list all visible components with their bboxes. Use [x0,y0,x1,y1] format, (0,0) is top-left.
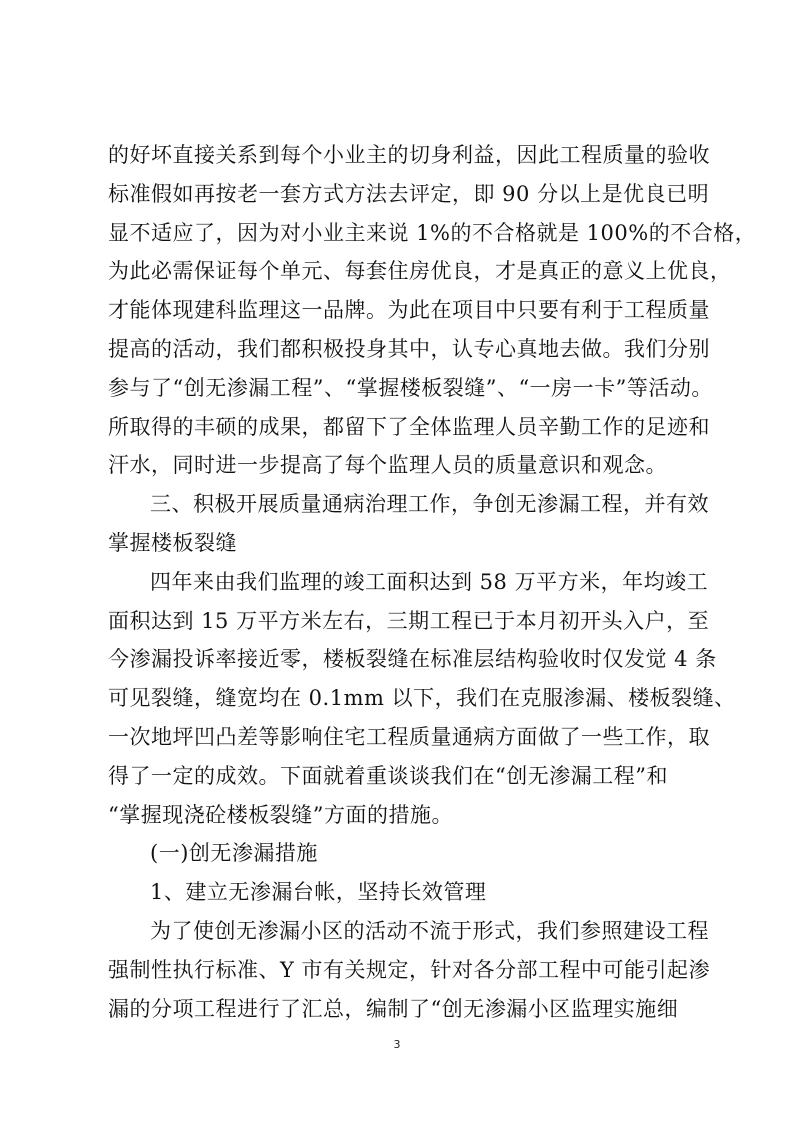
text-line: 的好坏直接关系到每个小业主的切身利益，因此工程质量的验收 [108,143,710,167]
body-text [108,136,757,1028]
section-heading-line: 三、积极开展质量通病治理工作，争创无渗漏工程，并有效 [150,492,709,517]
text-line: 可见裂缝，缝宽均在 0.1mm 以下，我们在克服渗漏、楼板裂缝、 [108,686,736,711]
text-line: 汗水，同时进一步提高了每个监理人员的质量意识和观念。 [108,453,667,478]
text-line: 漏的分项工程进行了汇总，编制了“创无渗漏小区监理实施细 [108,996,679,1021]
text-line: 为此必需保证每个单元、每套住房优良，才是真正的意义上优良， [108,259,732,284]
text-line: 得了一定的成效。下面就着重谈谈我们在“创无渗漏工程”和 [108,763,668,788]
text-line: 才能体现建科监理这一品牌。为此在项目中只要有利于工程质量 [108,298,710,323]
text-line: 今渗漏投诉率接近零，楼板裂缝在标准层结构验收时仅发觉 4 条 [108,647,717,672]
text-line: 四年来由我们监理的竣工面积达到 58 万平方米，年均竣工 [150,569,709,594]
text-line: 参与了“创无渗漏工程”、“掌握楼板裂缝”、“一房一卡”等活动。 [108,375,713,400]
text-line: 为了使创无渗漏小区的活动不流于形式，我们参照建设工程 [150,918,709,943]
subsection-heading: 1、建立无渗漏台帐，坚持长效管理 [150,880,487,905]
text-line: 提高的活动，我们都积极投身其中，认专心真地去做。我们分别 [108,336,710,361]
text-line: 面积达到 15 万平方米左右，三期工程已于本月初开头入户，至 [108,608,710,633]
section-heading-line: 掌握楼板裂缝 [108,530,237,555]
subsection-heading: (一)创无渗漏措施 [150,841,318,866]
text-line: 一次地坪凹凸差等影响住宅工程质量通病方面做了一些工作，取 [108,724,710,749]
page-number: 3 [393,1038,401,1051]
text-line: 显不适应了，因为对小业主来说 1%的不合格就是 100%的不合格， [108,220,757,245]
text-line: “掌握现浇砼楼板裂缝”方面的措施。 [108,802,453,827]
text-line: 标准假如再按老一套方式方法去评定，即 90 分以上是优良已明 [108,181,710,206]
text-line: 所取得的丰硕的成果，都留下了全体监理人员辛勤工作的足迹和 [108,414,710,439]
text-line: 强制性执行标准、Y 市有关规定，针对各分部工程中可能引起渗 [108,957,711,982]
